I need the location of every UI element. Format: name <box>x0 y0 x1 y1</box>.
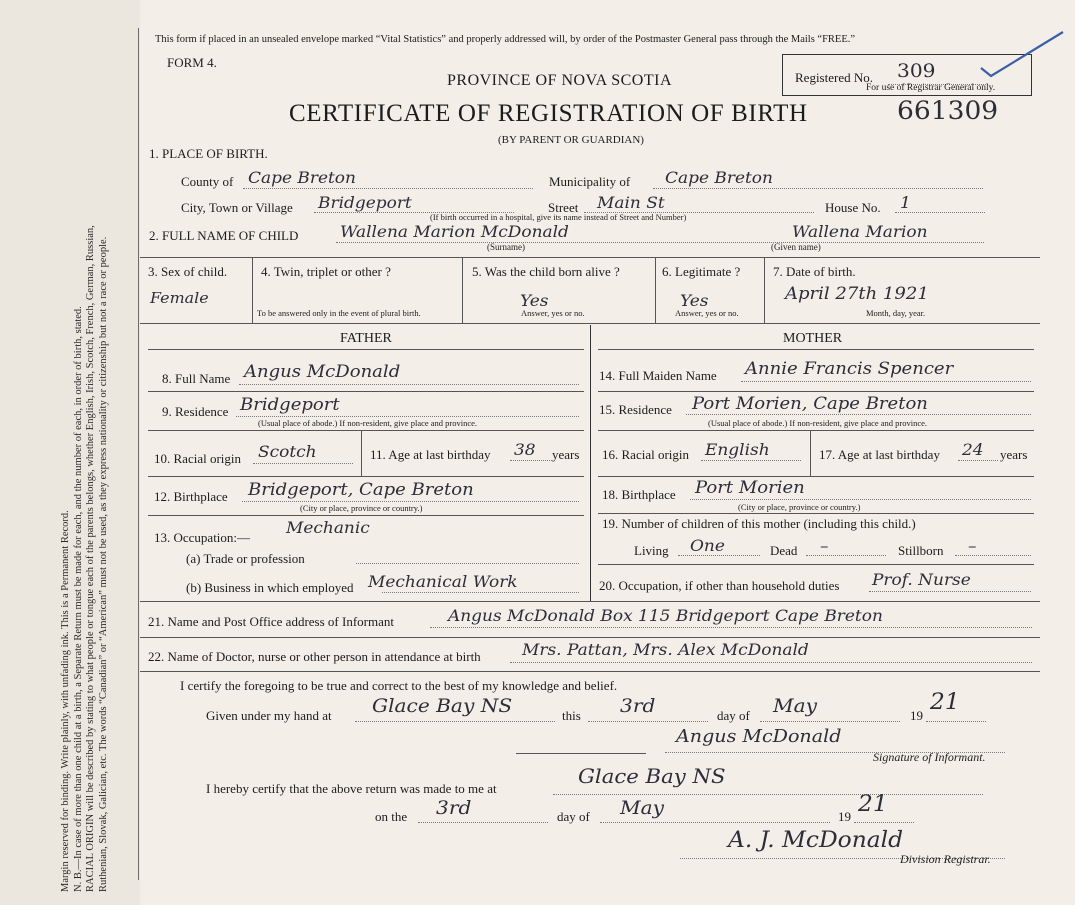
day-line <box>588 721 708 722</box>
informant-line <box>430 627 1032 628</box>
registrar-month-value: May <box>620 797 665 819</box>
rule-f2 <box>148 430 584 431</box>
rule-f4 <box>148 515 584 516</box>
dead-value: – <box>820 536 829 555</box>
father-birthplace-label: 12. Birthplace <box>154 489 228 504</box>
rule-m1 <box>598 391 1034 392</box>
this-label: this <box>562 708 581 723</box>
father-birthplace-value: Bridgeport, Cape Breton <box>248 480 474 500</box>
province-heading: PROVINCE OF NOVA SCOTIA <box>447 72 673 89</box>
mother-residence-note: (Usual place of abode.) If non-resident, give place and province. <box>708 418 928 428</box>
trade-label: (a) Trade or profession <box>186 551 305 566</box>
child-surname-value: Wallena Marion McDonald <box>340 222 569 241</box>
rule-father-head <box>148 349 584 350</box>
on-the-label: on the <box>375 809 408 824</box>
certify-year-value: 21 <box>930 690 960 715</box>
doctor-line <box>510 662 1032 663</box>
hospital-note: (If birth occurred in a hospital, give its name instead of Street and Number) <box>430 212 687 222</box>
given-place-value: Glace Bay NS <box>372 695 513 717</box>
alive-value: Yes <box>520 291 549 310</box>
father-residence-note: (Usual place of abode.) If non-resident, give place and province. <box>258 418 478 428</box>
registrar-day-of-label: day of <box>557 809 590 824</box>
rule-m3 <box>598 476 1034 477</box>
rule-f1 <box>148 391 584 392</box>
rule-m4 <box>598 513 1034 514</box>
margin-divider <box>138 28 139 880</box>
child-given-value: Wallena Marion <box>792 222 928 241</box>
registrar-signature-label: Division Registrar. <box>900 852 991 866</box>
father-race-line <box>253 463 353 464</box>
father-age-value: 38 <box>514 440 536 459</box>
sex-value: Female <box>150 289 209 307</box>
rule-row3-top <box>140 257 1040 258</box>
day-of-label: day of <box>717 708 750 723</box>
mother-occupation-value: Prof. Nurse <box>872 570 971 589</box>
rule-m5 <box>598 564 1034 565</box>
rule-m2 <box>598 430 1034 431</box>
county-value: Cape Breton <box>248 168 356 187</box>
short-rule <box>516 753 646 754</box>
mother-birthplace-value: Port Morien <box>695 478 805 498</box>
dead-label: Dead <box>770 543 798 558</box>
mother-age-line <box>958 460 998 461</box>
alive-note: Answer, yes or no. <box>521 308 585 318</box>
registrar-general-note: For use of Registrar General only. <box>866 83 996 93</box>
mother-race-value: English <box>705 440 770 459</box>
rule-row3-v1 <box>252 257 253 323</box>
legitimate-note: Answer, yes or no. <box>675 308 739 318</box>
registrar-signature: A. J. McDonald <box>728 828 904 853</box>
stillborn-value: – <box>968 536 977 555</box>
mother-residence-line <box>686 414 1031 415</box>
house-value: 1 <box>900 193 911 212</box>
margin-note-2: N. B.—In case of more than one child at a birth, a Separate Return must be made for each, and the number of each, in order of birth, stated. <box>72 306 84 892</box>
registrar-place-value: Glace Bay NS <box>578 764 726 788</box>
doctor-value: Mrs. Pattan, Mrs. Alex McDonald <box>522 640 809 659</box>
informant-signature-label: Signature of Informant. <box>873 750 986 764</box>
check-mark-icon <box>975 28 1070 80</box>
mother-heading: MOTHER <box>783 331 843 346</box>
dead-line <box>806 555 886 556</box>
living-line <box>678 555 760 556</box>
given-name-note: (Given name) <box>771 242 821 252</box>
rule-m-age-v <box>810 430 811 476</box>
mother-race-line <box>701 460 801 461</box>
alive-label: 5. Was the child born alive ? <box>472 264 620 279</box>
informant-value: Angus McDonald Box 115 Bridgeport Cape Breton <box>448 606 883 625</box>
registered-no-label: Registered No. <box>795 70 873 85</box>
house-line <box>895 212 985 213</box>
twin-note: To be answered only in the event of plural birth. <box>257 308 421 318</box>
stillborn-label: Stillborn <box>898 543 944 558</box>
mother-age-value: 24 <box>962 440 984 459</box>
father-occupation-value: Mechanic <box>286 518 370 537</box>
surname-note: (Surname) <box>487 242 525 252</box>
rule-informant-top <box>140 601 1040 602</box>
rule-f-age-v <box>361 430 362 476</box>
registered-number: 309 <box>897 60 936 82</box>
handwritten-register-number: 661309 <box>897 96 999 125</box>
mother-birthplace-note: (City or place, province or country.) <box>738 502 861 512</box>
rule-row3-v2 <box>462 257 463 323</box>
municipality-line <box>653 188 983 189</box>
doctor-label: 22. Name of Doctor, nurse or other person in attendance at birth <box>148 649 481 664</box>
form-number: FORM 4. <box>167 55 217 70</box>
registrar-place-line <box>553 794 983 795</box>
county-line <box>243 188 533 189</box>
house-label: House No. <box>825 200 881 215</box>
father-age-line <box>510 460 552 461</box>
living-value: One <box>690 536 725 555</box>
mail-notice: This form if placed in an unsealed envelope marked “Vital Statistics” and properly addressed will, by order of the Postmaster General pass through the Mails “FREE.” <box>155 34 856 45</box>
father-birthplace-line <box>242 501 579 502</box>
registrar-year-prefix: 19 <box>838 809 851 824</box>
municipality-label: Municipality of <box>549 174 631 189</box>
date-note: Month, day, year. <box>866 308 926 318</box>
rule-row3-bottom <box>140 323 1040 324</box>
column-divider <box>590 325 591 601</box>
rule-f3 <box>148 476 584 477</box>
street-label: Street <box>548 200 579 215</box>
margin-notes <box>60 32 132 892</box>
father-age-label: 11. Age at last birthday <box>370 447 491 462</box>
date-of-birth-label: 7. Date of birth. <box>773 264 856 279</box>
date-of-birth-value: April 27th 1921 <box>785 284 929 304</box>
rule-row3-v3 <box>655 257 656 323</box>
registrar-year-value: 21 <box>858 792 888 817</box>
city-value: Bridgeport <box>318 193 412 212</box>
year-prefix: 19 <box>910 708 923 723</box>
father-residence-line <box>236 416 579 417</box>
mother-residence-value: Port Morien, Cape Breton <box>692 394 928 414</box>
twin-label: 4. Twin, triplet or other ? <box>261 264 391 279</box>
rule-doctor-top <box>140 637 1040 638</box>
father-residence-value: Bridgeport <box>240 395 340 415</box>
registrar-year-line <box>854 822 914 823</box>
registrar-month-line <box>600 822 830 823</box>
certify-month-value: May <box>773 695 818 717</box>
father-residence-label: 9. Residence <box>162 404 229 419</box>
father-heading: FATHER <box>340 331 392 346</box>
mother-years-label: years <box>1000 447 1028 462</box>
rule-row3-v4 <box>764 257 765 323</box>
mother-name-line <box>741 381 1031 382</box>
informant-signature: Angus McDonald <box>676 726 842 747</box>
trade-line <box>356 563 579 564</box>
given-place-line <box>355 721 555 722</box>
certificate-title: CERTIFICATE OF REGISTRATION OF BIRTH <box>289 100 808 127</box>
mother-birthplace-label: 18. Birthplace <box>602 487 676 502</box>
father-race-label: 10. Racial origin <box>154 451 242 466</box>
rule-doctor-bottom <box>140 671 1040 672</box>
father-birthplace-note: (City or place, province or country.) <box>300 503 423 513</box>
margin-note-4: Ruthenian, Slovak, Galician, etc. The words “Canadian” or “American” must not be used, as they express nationality or citizenship but not a race or people. <box>97 236 109 892</box>
year-line <box>926 721 986 722</box>
legitimate-label: 6. Legitimate ? <box>662 264 741 279</box>
father-name-label: 8. Full Name <box>162 371 231 386</box>
father-name-line <box>239 384 579 385</box>
municipality-value: Cape Breton <box>665 168 773 187</box>
stillborn-line <box>955 555 1031 556</box>
certificate-subtitle: (BY PARENT OR GUARDIAN) <box>498 134 644 146</box>
child-name-line <box>336 242 984 243</box>
mother-name-label: 14. Full Maiden Name <box>599 368 717 383</box>
legitimate-value: Yes <box>680 291 709 310</box>
mother-name-value: Annie Francis Spencer <box>745 359 954 379</box>
margin-note-3: RACIAL ORIGIN will be described by stating to what people or tongue each of the parents belongs, whether English, Irish, Scotch, French, German, Russian, <box>85 225 96 892</box>
business-value: Mechanical Work <box>368 572 518 591</box>
sex-label: 3. Sex of child. <box>148 264 228 279</box>
given-under-label: Given under my hand at <box>206 708 332 723</box>
certify-statement: I certify the foregoing to be true and correct to the best of my knowledge and belief. <box>180 678 618 693</box>
children-count-label: 19. Number of children of this mother (including this child.) <box>602 516 916 531</box>
mother-occupation-label: 20. Occupation, if other than household duties <box>599 578 840 593</box>
business-line <box>382 592 579 593</box>
mother-race-label: 16. Racial origin <box>602 447 690 462</box>
business-label: (b) Business in which employed <box>186 580 354 595</box>
month-line <box>760 721 900 722</box>
father-name-value: Angus McDonald <box>244 362 401 382</box>
father-years-label: years <box>552 447 580 462</box>
mother-residence-label: 15. Residence <box>599 402 672 417</box>
margin-note-1: Margin reserved for binding. Write plainly, with unfading ink. This is a Permanent Record. <box>60 510 71 892</box>
place-of-birth-heading: 1. PLACE OF BIRTH. <box>149 146 268 161</box>
mother-birthplace-line <box>690 499 1031 500</box>
registrar-statement: I hereby certify that the above return was made to me at <box>206 781 497 796</box>
registrar-day-line <box>418 822 548 823</box>
child-name-label: 2. FULL NAME OF CHILD <box>149 228 299 243</box>
mother-occupation-line <box>869 591 1031 592</box>
father-race-value: Scotch <box>258 442 317 461</box>
informant-label: 21. Name and Post Office address of Informant <box>148 614 394 629</box>
certify-day-value: 3rd <box>620 695 656 717</box>
registrar-day-value: 3rd <box>436 797 472 819</box>
mother-age-label: 17. Age at last birthday <box>819 447 940 462</box>
father-occupation-label: 13. Occupation:— <box>154 530 251 545</box>
street-value: Main St <box>597 193 665 212</box>
living-label: Living <box>634 543 669 558</box>
rule-mother-head <box>598 349 1034 350</box>
city-label: City, Town or Village <box>181 200 293 215</box>
county-label: County of <box>181 174 234 189</box>
